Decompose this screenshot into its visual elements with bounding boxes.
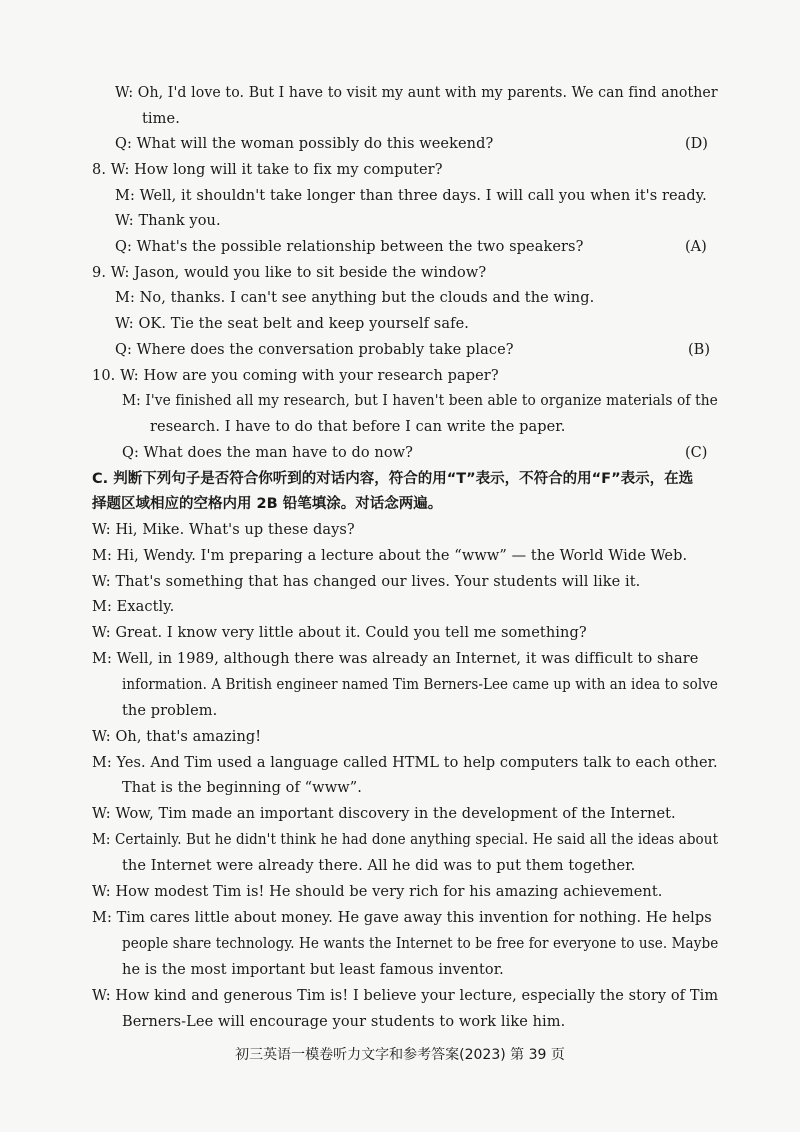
- dialog-line: W: Hi, Mike. What's up these days?: [92, 522, 355, 538]
- dialog-line: time.: [142, 111, 180, 127]
- dialog-line: 8. W: How long will it take to fix my computer?: [92, 162, 443, 178]
- answer-label: (B): [688, 342, 710, 358]
- dialog-line: W: Thank you.: [115, 213, 221, 229]
- answer-label: (A): [685, 239, 707, 255]
- section-c-instruction: 择题区域相应的空格内用 2B 铅笔填涂。对话念两遍。: [92, 496, 443, 512]
- dialog-line: information. A British engineer named Tim Berners-Lee came up with an idea to solve: [122, 677, 718, 693]
- question-line: Q: What's the possible relationship between the two speakers?: [115, 239, 584, 255]
- dialog-line: the Internet were already there. All he did was to put them together.: [122, 858, 636, 874]
- question-line: Q: What does the man have to do now?: [122, 445, 414, 461]
- question-line: Q: What will the woman possibly do this weekend?: [115, 136, 494, 152]
- dialog-line: 9. W: Jason, would you like to sit beside the window?: [92, 265, 487, 281]
- answer-label: (D): [685, 136, 708, 152]
- dialog-line: M: Well, it shouldn't take longer than three days. I will call you when it's ready.: [115, 188, 707, 204]
- dialog-line: W: How kind and generous Tim is! I believe your lecture, especially the story of Tim: [92, 988, 719, 1004]
- dialog-line: research. I have to do that before I can write the paper.: [150, 419, 566, 435]
- dialog-line: M: Certainly. But he didn't think he had done anything special. He said all the ideas about: [92, 832, 719, 848]
- dialog-line: That is the beginning of “www”.: [122, 780, 362, 796]
- dialog-line: 10. W: How are you coming with your research paper?: [92, 368, 499, 384]
- dialog-line: people share technology. He wants the Internet to be free for everyone to use. Maybe: [122, 936, 719, 952]
- dialog-line: Berners-Lee will encourage your students to work like him.: [122, 1014, 566, 1030]
- dialog-line: W: OK. Tie the seat belt and keep yourself safe.: [115, 316, 469, 332]
- dialog-line: W: How modest Tim is! He should be very rich for his amazing achievement.: [92, 884, 663, 900]
- dialog-line: M: Hi, Wendy. I'm preparing a lecture about the “www” — the World Wide Web.: [92, 548, 688, 564]
- dialog-line: W: Oh, I'd love to. But I have to visit my aunt with my parents. We can find another: [115, 85, 718, 101]
- dialog-line: W: Oh, that's amazing!: [92, 729, 262, 745]
- dialog-line: W: Wow, Tim made an important discovery in the development of the Internet.: [92, 806, 676, 822]
- question-line: Q: Where does the conversation probably take place?: [115, 342, 514, 358]
- dialog-line: M: Tim cares little about money. He gave away this invention for nothing. He helps: [92, 910, 712, 926]
- section-c-instruction: C. 判断下列句子是否符合你听到的对话内容，符合的用“T”表示，不符合的用“F”表示，在选: [92, 471, 694, 487]
- answer-label: (C): [685, 445, 708, 461]
- page-footer: 初三英语一模卷听力文字和参考答案(2023) 第 39 页: [235, 1047, 565, 1063]
- dialog-line: M: I've finished all my research, but I haven't been able to organize materials of the: [122, 393, 718, 409]
- dialog-line: M: Yes. And Tim used a language called HTML to help computers talk to each other.: [92, 755, 718, 771]
- dialog-line: M: Well, in 1989, although there was already an Internet, it was difficult to share: [92, 651, 699, 667]
- dialog-line: M: Exactly.: [92, 599, 175, 615]
- dialog-line: M: No, thanks. I can't see anything but the clouds and the wing.: [115, 290, 595, 306]
- dialog-line: he is the most important but least famous inventor.: [122, 962, 504, 978]
- dialog-line: W: That's something that has changed our lives. Your students will like it.: [92, 574, 641, 590]
- dialog-line: the problem.: [122, 703, 218, 719]
- dialog-line: W: Great. I know very little about it. Could you tell me something?: [92, 625, 587, 641]
